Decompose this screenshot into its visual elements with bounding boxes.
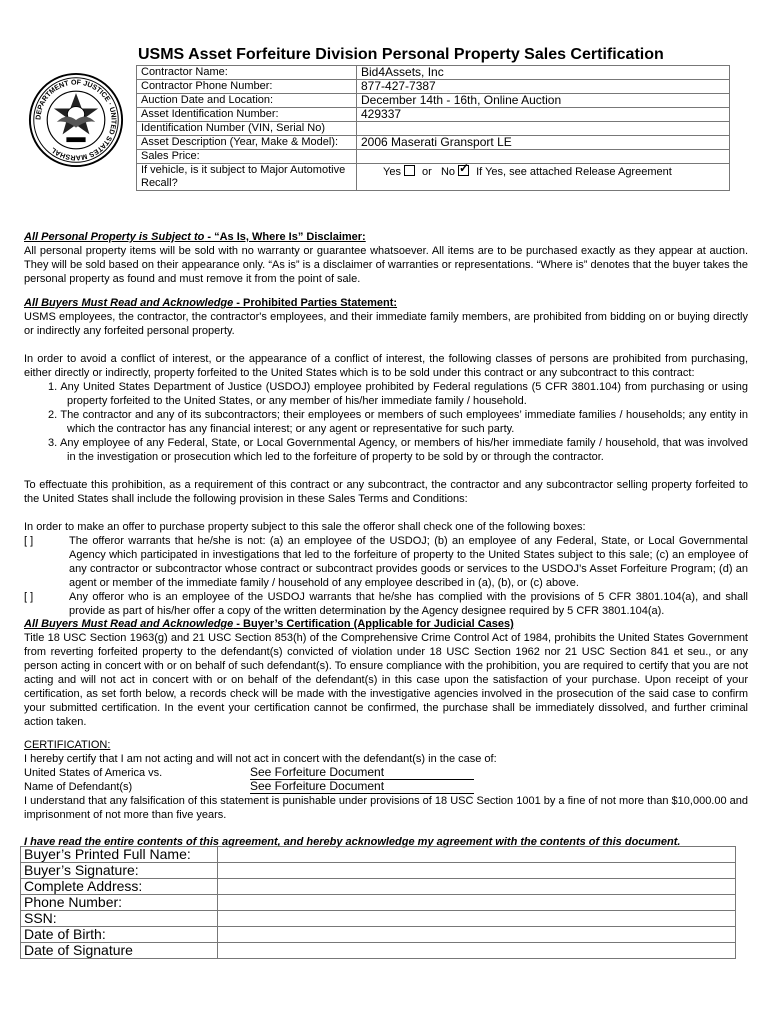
case-row (24, 766, 748, 780)
offeror-option-1 (24, 534, 748, 590)
recall-answer (357, 164, 730, 191)
usms-seal-icon (28, 72, 124, 168)
judicial-heading: All Buyers Must Read and Acknowledge - Buyer’s Certification (Applicable for Judicial Cases) (24, 618, 514, 630)
auction-value[interactable]: December 14th - 16th, Online Auction (357, 94, 730, 108)
signature-date-label: Date of Signature (21, 943, 218, 959)
defendant-value[interactable]: See Forfeiture Document (250, 780, 474, 794)
price-label: Sales Price: (137, 150, 357, 164)
contract-info-table (136, 65, 730, 191)
contractor-name-label: Contractor Name: (137, 66, 357, 80)
judicial-body: Title 18 USC Section 1963(g) and 21 USC Section 853(h) of the Comprehensive Crime Control Act of 1984, prohibits the United States Government from reverting forfeited property to the defendant(s) convicted of violation under 18 USC Section 1962 nor 21 USC Section 841 et seu., or any person acting in concert with or on behalf of such defendant(s). To ensure compliance with the prohibition, you are required to certify that you are not acting and will not act in concert with or on behalf of the defendant(s) in this case upon the satisfaction of your purchase. Upon receipt of your certification, as set forth below, a records check will be made with the investigative agencies involved in the prosecution of the said case to confirm your submitted certification. In the event your certification cannot be confirmed, the purchase shall be immediately dissolved, and further criminal action taken. (24, 632, 748, 728)
offeror-option-2-text: Any offeror who is an employee of the USDOJ warrants that he/she has complied with the provisions of 5 CFR 3801.104(a), and shall provide as part of his/her offer a copy of the written determination by the Agency designee required by 5 CFR 3801.104(a). (69, 591, 748, 617)
phone-label: Contractor Phone Number: (137, 80, 357, 94)
buyer-name-label: Buyer’s Printed Full Name: (21, 847, 218, 863)
contractor-name-value[interactable]: Bid4Assets, Inc (357, 66, 730, 80)
prohibited-item-2: 2. The contractor and any of its subcontractors; their employees or members of such employees’ immediate families / households; any entity in which the contractor has any financial interest; or any agent or representative for such party. (48, 409, 748, 435)
disclaimer-section (24, 230, 748, 286)
recall-yes-label: Yes (383, 166, 401, 178)
case-label: United States of America vs. (24, 767, 163, 779)
prohibited-para1: USMS employees, the contractor, the contractor's employees, and their immediate family members, are prohibited from bidding on or buying directly or indirectly any forfeited personal property. (24, 311, 748, 337)
signature-date-input[interactable] (218, 943, 736, 959)
auction-label: Auction Date and Location: (137, 94, 357, 108)
prohibited-section (24, 296, 748, 618)
recall-label: If vehicle, is it subject to Major Automotive Recall? (137, 164, 357, 191)
disclaimer-body: All personal property items will be sold with no warranty or guarantee whatsoever. All items are to be purchased exactly as they appear at auction. They will be sold based on their appearance only. “As is” is a disclaimer of warranties or representations. “Where is” denotes that the buyer takes the personal property as found and must remove it from the point of sale. (24, 245, 748, 285)
prohibited-heading: All Buyers Must Read and Acknowledge - Prohibited Parties Statement: (24, 297, 398, 309)
disclaimer-heading: All Personal Property is Subject to - “As Is, Where Is” Disclaimer: (24, 231, 366, 243)
page-title: USMS Asset Forfeiture Division Personal Property Sales Certification (138, 46, 664, 63)
description-label: Asset Description (Year, Make & Model): (137, 136, 357, 150)
judicial-section (24, 617, 748, 729)
offeror-option-2-checkbox[interactable]: [ ] (24, 591, 34, 603)
offeror-option-2 (24, 590, 748, 618)
recall-note: If Yes, see attached Release Agreement (476, 166, 672, 178)
recall-or-label: or (422, 166, 432, 178)
offeror-option-1-text: The offeror warrants that he/she is not: (a) an employee of the USDOJ; (b) an employee of any Federal, State, or Local Governmental Agency which participated in investigations that led to the forfeiture of property to the United States subject to this sale; (c) an employee of any contractor or subcontractor whose contract or subcontract provides goods or services to the USDOJ’s Asset Forfeiture Program; (d) an agent or member of the immediate family / household of any employee described in (a), (b), or (c) above. (69, 535, 748, 589)
recall-no-label: No (440, 166, 456, 178)
ssn-input[interactable] (218, 911, 736, 927)
address-label: Complete Address: (21, 879, 218, 895)
prohibited-para2: In order to avoid a conflict of interest, or the appearance of a conflict of interest, the following classes of persons are prohibited from purchasing, either directly or indirectly, property forfeited to the United States which is to be sold under this contract or any subcontract to this contract: (24, 353, 748, 379)
defendant-label: Name of Defendant(s) (24, 781, 133, 793)
buyer-signature-input[interactable] (218, 863, 736, 879)
asset-id-label: Asset Identification Number: (137, 108, 357, 122)
prohibited-item-1: 1. Any United States Department of Justice (USDOJ) employee prohibited by Federal regulations (5 CFR 3801.104) from purchasing or using property forfeited to the United States, or any member of his/her immediate family / household. (48, 381, 748, 407)
prohibited-para3: To effectuate this prohibition, as a requirement of this contract or any subcontract, the contractor and any subcontractor selling property forfeited to the United States shall include the following provision in these Sales Terms and Conditions: (24, 479, 748, 505)
description-value[interactable]: 2006 Maserati Gransport LE (357, 136, 730, 150)
phone-number-input[interactable] (218, 895, 736, 911)
address-input[interactable] (218, 879, 736, 895)
svg-text:DEPARTMENT OF JUSTICE · UNITED: DEPARTMENT OF JUSTICE · UNITED STATES MARSHAL (34, 78, 118, 162)
phone-value[interactable]: 877-427-7387 (357, 80, 730, 94)
phone-number-label: Phone Number: (21, 895, 218, 911)
vin-value[interactable] (357, 122, 730, 136)
certification-section (24, 738, 748, 849)
ssn-label: SSN: (21, 911, 218, 927)
price-value[interactable] (357, 150, 730, 164)
certification-heading: CERTIFICATION: (24, 739, 111, 751)
offeror-option-1-checkbox[interactable]: [ ] (24, 535, 34, 547)
recall-yes-checkbox[interactable] (404, 165, 415, 176)
prohibited-item-3: 3. Any employee of any Federal, State, or Local Governmental Agency, or members of his/her immediate family / household, that was involved in the investigation or prosecution which led to the forfeiture of property to be sold by or through the contractor. (48, 437, 748, 463)
vin-label: Identification Number (VIN, Serial No) (137, 122, 357, 136)
acknowledge-text: I have read the entire contents of this agreement, and hereby acknowledge my agreement with the contents of this document. (24, 836, 681, 848)
recall-no-checkbox[interactable] (458, 165, 469, 176)
defendant-row (24, 780, 748, 794)
prohibited-para4: In order to make an offer to purchase property subject to this sale the offeror shall check one of the following boxes: (24, 521, 586, 533)
buyer-info-table (20, 846, 736, 959)
certification-line1: I hereby certify that I am not acting and will not act in concert with the defendant(s) in the case of: (24, 753, 497, 765)
buyer-name-input[interactable] (218, 847, 736, 863)
dob-input[interactable] (218, 927, 736, 943)
falsification-text: I understand that any falsification of this statement is punishable under provisions of 18 USC Section 1001 by a fine of not more than $10,000.00 and imprisonment of not more than five years. (24, 795, 749, 821)
buyer-signature-label: Buyer’s Signature: (21, 863, 218, 879)
asset-id-value[interactable]: 429337 (357, 108, 730, 122)
dob-label: Date of Birth: (21, 927, 218, 943)
case-value[interactable]: See Forfeiture Document (250, 766, 474, 780)
